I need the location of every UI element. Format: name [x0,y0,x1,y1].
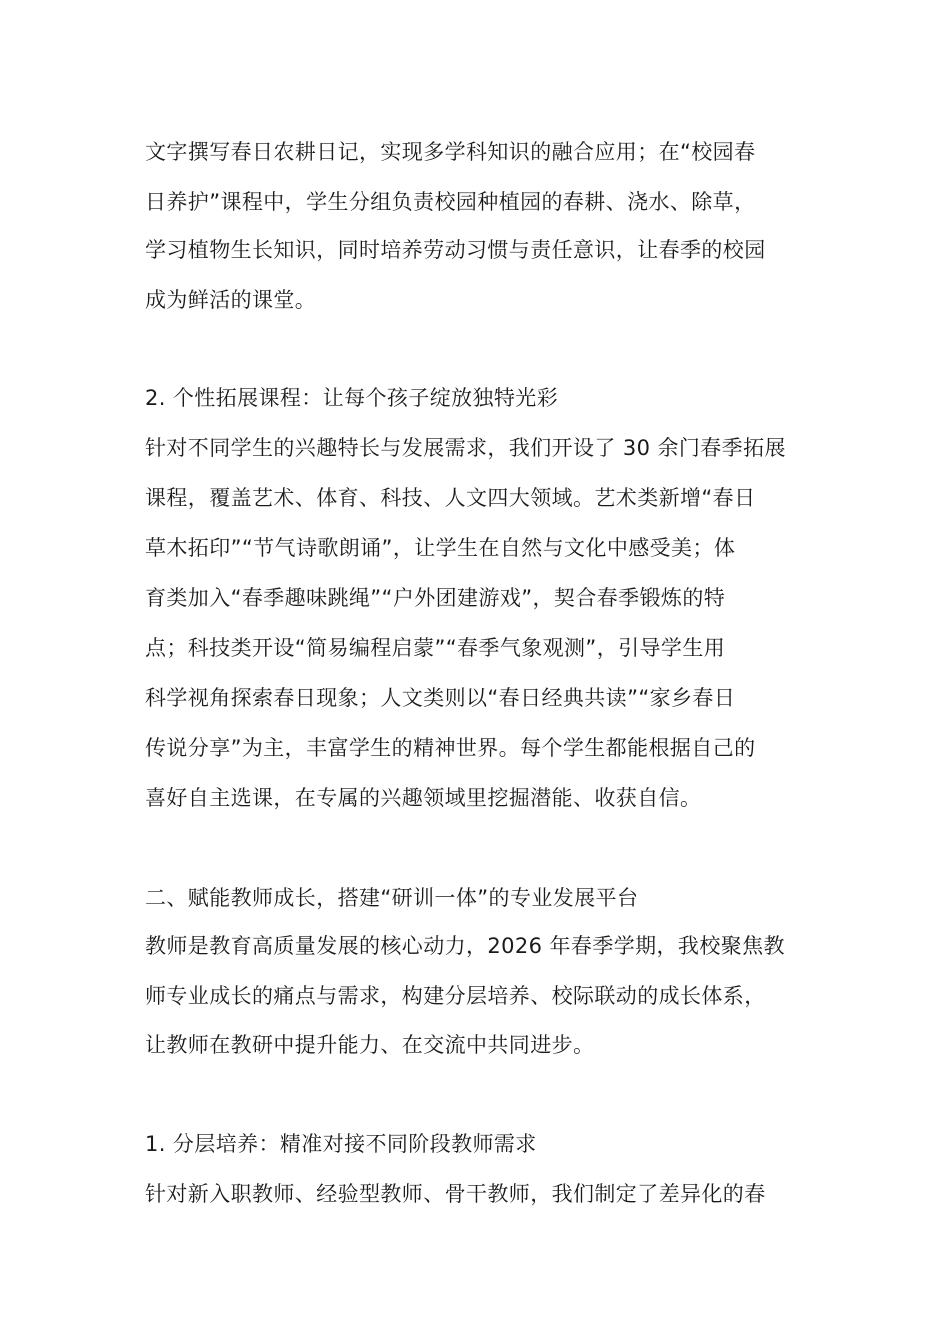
paragraph-line: 教师是教育高质量发展的核心动力，2026 年春季学期，我校聚焦教 [145,934,785,958]
paragraph-line: 成为鲜活的课堂。 [145,288,317,312]
section-heading: 二、赋能教师成长，搭建“研训一体”的专业发展平台 [145,886,639,910]
paragraph-line: 针对不同学生的兴趣特长与发展需求，我们开设了 30 余门春季拓展 [145,436,786,460]
paragraph-line: 学习植物生长知识，同时培养劳动习惯与责任意识，让春季的校园 [145,238,766,262]
paragraph-line: 文字撰写春日农耕日记，实现多学科知识的融合应用；在“校园春 [145,140,756,164]
section-heading: 1. 分层培养：精准对接不同阶段教师需求 [145,1132,537,1156]
paragraph-line: 让教师在教研中提升能力、在交流中共同进步。 [145,1033,595,1057]
paragraph-line: 喜好自主选课，在专属的兴趣领域里挖掘潜能、收获自信。 [145,786,702,810]
paragraph-line: 科学视角探索春日现象；人文类则以“春日经典共读”“家乡春日 [145,686,736,710]
paragraph-line: 点；科技类开设“简易编程启蒙”“春季气象观测”，引导学生用 [145,636,726,660]
paragraph-line: 草木拓印”“节气诗歌朗诵”，让学生在自然与文化中感受美；体 [145,536,736,560]
paragraph-line: 课程，覆盖艺术、体育、科技、人文四大领域。艺术类新增“春日 [145,486,756,510]
paragraph-line: 育类加入“春季趣味跳绳”“户外团建游戏”，契合春季锻炼的特 [145,586,726,610]
paragraph-line: 日养护”课程中，学生分组负责校园种植园的春耕、浇水、除草， [145,190,756,214]
paragraph-line: 师专业成长的痛点与需求，构建分层培养、校际联动的成长体系， [145,984,766,1008]
paragraph-line: 针对新入职教师、经验型教师、骨干教师，我们制定了差异化的春 [145,1182,766,1206]
paragraph-line: 传说分享”为主，丰富学生的精神世界。每个学生都能根据自己的 [145,736,756,760]
section-heading: 2. 个性拓展课程：让每个孩子绽放独特光彩 [145,386,559,410]
